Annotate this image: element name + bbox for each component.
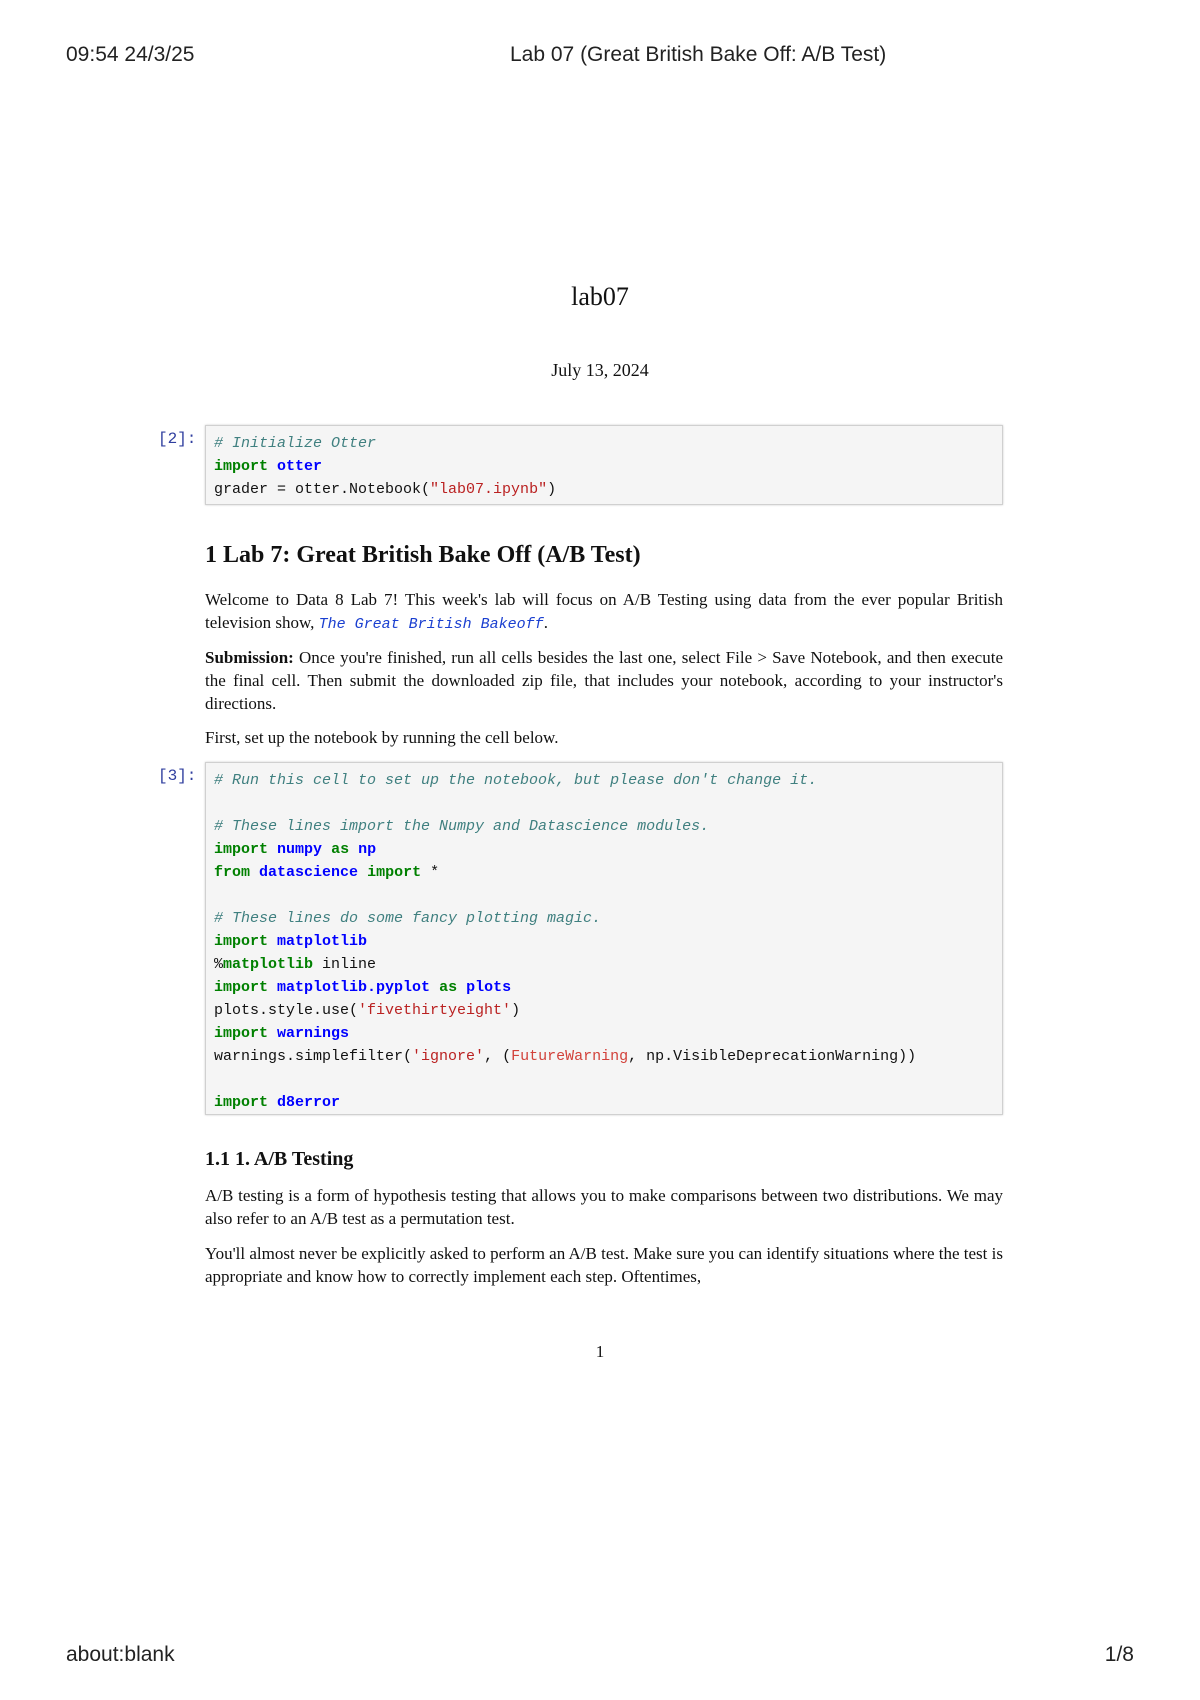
code-magic: matplotlib <box>223 956 314 973</box>
code-comment: # Initialize Otter <box>214 435 377 452</box>
code-keyword: import <box>214 1094 269 1111</box>
document-date: July 13, 2024 <box>551 360 649 380</box>
code-module: np <box>358 841 377 858</box>
cell-prompt: [3]: <box>158 767 197 785</box>
code-module: matplotlib <box>277 933 368 950</box>
code-text: % <box>214 956 224 973</box>
bakeoff-link[interactable]: The Great British Bakeoff <box>318 616 544 633</box>
code-text: ) <box>511 1002 521 1019</box>
paragraph <box>205 588 1003 636</box>
document-title: lab07 <box>571 282 629 311</box>
code-module: numpy <box>277 841 323 858</box>
code-cell[interactable] <box>205 762 1003 1115</box>
code-module: d8error <box>277 1094 341 1111</box>
paragraph <box>205 646 1003 715</box>
code-module: datascience <box>259 864 359 881</box>
code-text: * <box>421 864 440 881</box>
code-keyword: import <box>214 841 269 858</box>
code-string: 'ignore' <box>412 1048 485 1065</box>
code-comment: # These lines import the Numpy and Datascience modules. <box>214 818 710 835</box>
code-module: otter <box>277 458 323 475</box>
code-keyword: as <box>439 979 458 996</box>
code-keyword: import <box>367 864 422 881</box>
code-text: warnings.simplefilter( <box>214 1048 413 1065</box>
code-comment: # Run this cell to set up the notebook, but please don't change it. <box>214 772 818 789</box>
code-keyword: import <box>214 1025 269 1042</box>
paragraph-text: . <box>543 613 548 632</box>
print-page-title: Lab 07 (Great British Bake Off: A/B Test) <box>510 43 887 66</box>
code-text: , ( <box>484 1048 512 1065</box>
code-keyword: import <box>214 458 269 475</box>
code-module: plots <box>466 979 512 996</box>
page-number: 1 <box>595 1342 605 1361</box>
code-comment: # These lines do some fancy plotting magic. <box>214 910 602 927</box>
code-keyword: import <box>214 979 269 996</box>
code-keyword: as <box>331 841 350 858</box>
paragraph-text: Welcome to Data 8 Lab 7! This week's lab will focus on A/B Testing using data from the ever popular British television show, <box>205 590 1003 632</box>
subsection-heading: 1.1 1. A/B Testing <box>205 1148 354 1170</box>
code-string: "lab07.ipynb" <box>430 481 548 498</box>
paragraph: A/B testing is a form of hypothesis testing that allows you to make comparisons between two distributions. We may also refer to an A/B test as a permutation test. <box>205 1186 1003 1228</box>
section-heading: 1 Lab 7: Great British Bake Off (A/B Test) <box>205 542 641 568</box>
submission-label: Submission: <box>205 648 294 667</box>
paragraph-text: Once you're finished, run all cells besides the last one, select File > Save Notebook, and then execute the final cell. Then submit the downloaded zip file, that includes your notebook, according to your instructor's directions. <box>205 648 1003 713</box>
paragraph: You'll almost never be explicitly asked to perform an A/B test. Make sure you can identify situations where the test is appropriate and know how to correctly implement each step. Oftentimes, <box>205 1244 1003 1286</box>
code-module: warnings <box>277 1025 350 1042</box>
print-page-count: 1/8 <box>1104 1643 1134 1666</box>
print-datetime: 09:54 24/3/25 <box>66 43 195 66</box>
code-text: plots.style.use( <box>214 1002 359 1019</box>
cell-prompt: [2]: <box>158 430 197 448</box>
code-text: grader = otter.Notebook( <box>214 481 431 498</box>
code-module: matplotlib.pyplot <box>277 979 431 996</box>
code-keyword: import <box>214 933 269 950</box>
code-text: , np.VisibleDeprecationWarning)) <box>628 1048 917 1065</box>
code-cell[interactable] <box>205 425 1003 505</box>
code-text: ) <box>547 481 557 498</box>
code-keyword: from <box>214 864 251 881</box>
code-string: 'fivethirtyeight' <box>358 1002 512 1019</box>
paragraph: First, set up the notebook by running the cell below. <box>205 728 559 747</box>
print-url: about:blank <box>66 1643 175 1666</box>
code-text: inline <box>313 956 377 973</box>
code-exception: FutureWarning <box>511 1048 629 1065</box>
